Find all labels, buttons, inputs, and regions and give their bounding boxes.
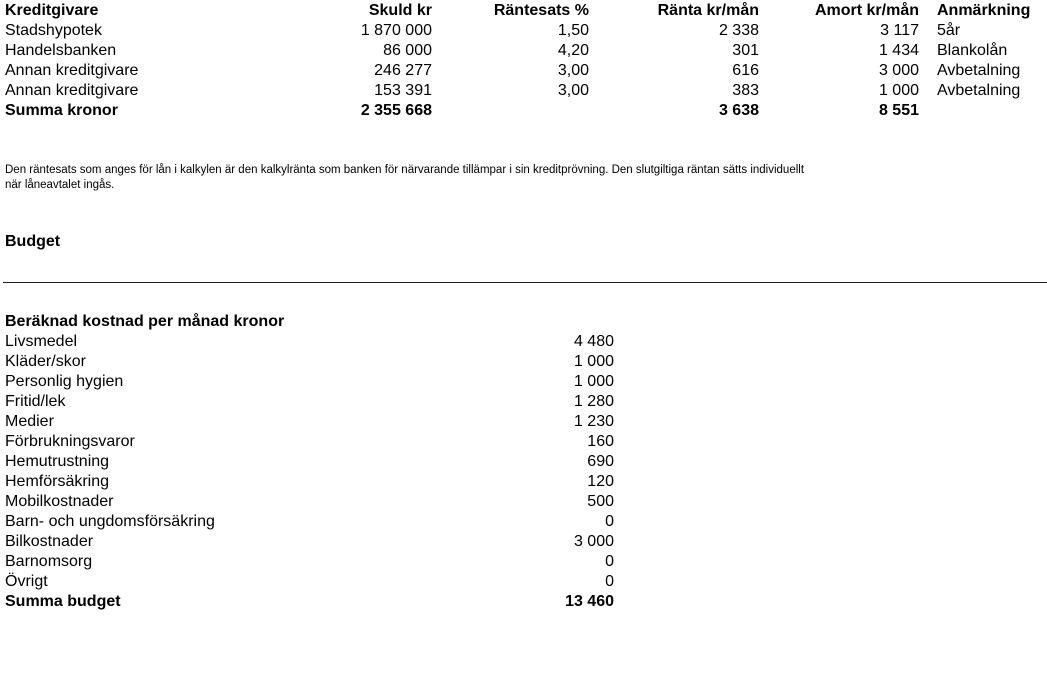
header-amort: Amort kr/mån: [814, 2, 919, 19]
budget-item-label: Hemförsäkring: [5, 473, 110, 490]
budget-item-label: Kläder/skor: [5, 353, 86, 370]
loan-amortization: 1 000: [878, 82, 919, 99]
budget-item-value: 1 230: [573, 413, 614, 430]
loan-debt: 246 277: [374, 62, 432, 79]
budget-item: [0, 492, 1047, 512]
loan-creditor: Annan kreditgivare: [5, 62, 139, 79]
budget-item: [0, 332, 1047, 352]
budget-item-label: Personlig hygien: [5, 373, 124, 390]
note-line-1: Den räntesats som anges för lån i kalkylen är den kalkylränta som banken för närvarande tillämpar i sin kreditprövning. Den slutgiltiga räntan sätts individuellt: [5, 164, 805, 176]
loan-row: [0, 21, 1047, 41]
budget-item: [0, 352, 1047, 372]
budget-item-label: Hemutrustning: [5, 453, 110, 470]
budget-item: [0, 432, 1047, 452]
loan-debt: 153 391: [374, 82, 432, 99]
budget-item-value: 160: [587, 433, 614, 450]
budget-item: [0, 372, 1047, 392]
budget-item-label: Barn- och ungdomsförsäkring: [5, 513, 215, 530]
loan-rate: 4,20: [557, 42, 589, 59]
interest-rate-note: [5, 163, 1047, 193]
budget-item: [0, 452, 1047, 472]
section-divider: [3, 282, 1047, 283]
budget-total-value: 13 460: [565, 593, 614, 610]
header-kreditgivare: Kreditgivare: [5, 2, 99, 19]
budget-item-label: Fritid/lek: [5, 393, 66, 410]
loan-rate: 3,00: [557, 82, 589, 99]
budget-item: [0, 572, 1047, 592]
budget-item-label: Förbrukningsvaror: [5, 433, 135, 450]
budget-total-label: Summa budget: [5, 593, 121, 610]
loan-remark: Avbetalning: [937, 82, 1021, 99]
budget-item-label: Livsmedel: [5, 333, 78, 350]
loan-row: [0, 41, 1047, 61]
loan-creditor: Stadshypotek: [5, 22, 102, 39]
loans-total-row: [0, 101, 1047, 121]
loans-header-row: [0, 1, 1047, 21]
loan-rate: 1,50: [557, 22, 589, 39]
budget-item-value: 0: [605, 513, 614, 530]
loan-row: [0, 81, 1047, 101]
loans-total-interest: 3 638: [718, 102, 759, 119]
note-line-2: när låneavtalet ingås.: [5, 179, 115, 191]
budget-item-value: 0: [605, 553, 614, 570]
loan-amortization: 3 000: [878, 62, 919, 79]
budget-item-label: Medier: [5, 413, 54, 430]
loan-remark: Blankolån: [937, 42, 1008, 59]
budget-item: [0, 472, 1047, 492]
loan-amortization: 1 434: [878, 42, 919, 59]
budget-total-row: [0, 592, 1047, 612]
budget-item-label: Barnomsorg: [5, 553, 93, 570]
budget-item-value: 1 280: [573, 393, 614, 410]
loan-debt: 86 000: [383, 42, 432, 59]
loan-interest: 616: [732, 62, 759, 79]
budget-item-value: 690: [587, 453, 614, 470]
budget-item-value: 500: [587, 493, 614, 510]
loan-amortization: 3 117: [880, 22, 919, 39]
loan-creditor: Annan kreditgivare: [5, 82, 139, 99]
loans-total-debt: 2 355 668: [360, 102, 432, 119]
budget-item-label: Övrigt: [5, 573, 48, 590]
budget-item-value: 0: [605, 573, 614, 590]
budget-item-label: Bilkostnader: [5, 533, 94, 550]
budget-item: [0, 512, 1047, 532]
budget-item-value: 120: [587, 473, 614, 490]
budget-item-value: 1 000: [573, 353, 614, 370]
budget-item-value: 4 480: [573, 333, 614, 350]
loan-remark: 5år: [937, 22, 961, 39]
loan-interest: 383: [732, 82, 759, 99]
budget-item-value: 1 000: [573, 373, 614, 390]
loan-remark: Avbetalning: [937, 62, 1021, 79]
budget-item: [0, 552, 1047, 572]
budget-title-row: [0, 312, 1047, 332]
budget-item: [0, 392, 1047, 412]
header-ranta: Ränta kr/mån: [657, 2, 759, 19]
budget-heading: Budget: [5, 233, 61, 250]
loan-debt: 1 870 000: [360, 22, 432, 39]
budget-title: Beräknad kostnad per månad kronor: [5, 313, 285, 330]
budget-item-label: Mobilkostnader: [5, 493, 114, 510]
loans-total-amortization: 8 551: [878, 102, 919, 119]
budget-item: [0, 412, 1047, 432]
loan-row: [0, 61, 1047, 81]
budget-item: [0, 532, 1047, 552]
budget-item-value: 3 000: [573, 533, 614, 550]
header-rantesats: Räntesats %: [493, 2, 589, 19]
loans-total-label: Summa kronor: [5, 102, 118, 119]
header-skuld: Skuld kr: [368, 2, 432, 19]
header-anmarkning: Anmärkning: [937, 2, 1031, 19]
loan-creditor: Handelsbanken: [5, 42, 117, 59]
loan-interest: 301: [732, 42, 759, 59]
loan-interest: 2 338: [718, 22, 759, 39]
loan-rate: 3,00: [557, 62, 589, 79]
